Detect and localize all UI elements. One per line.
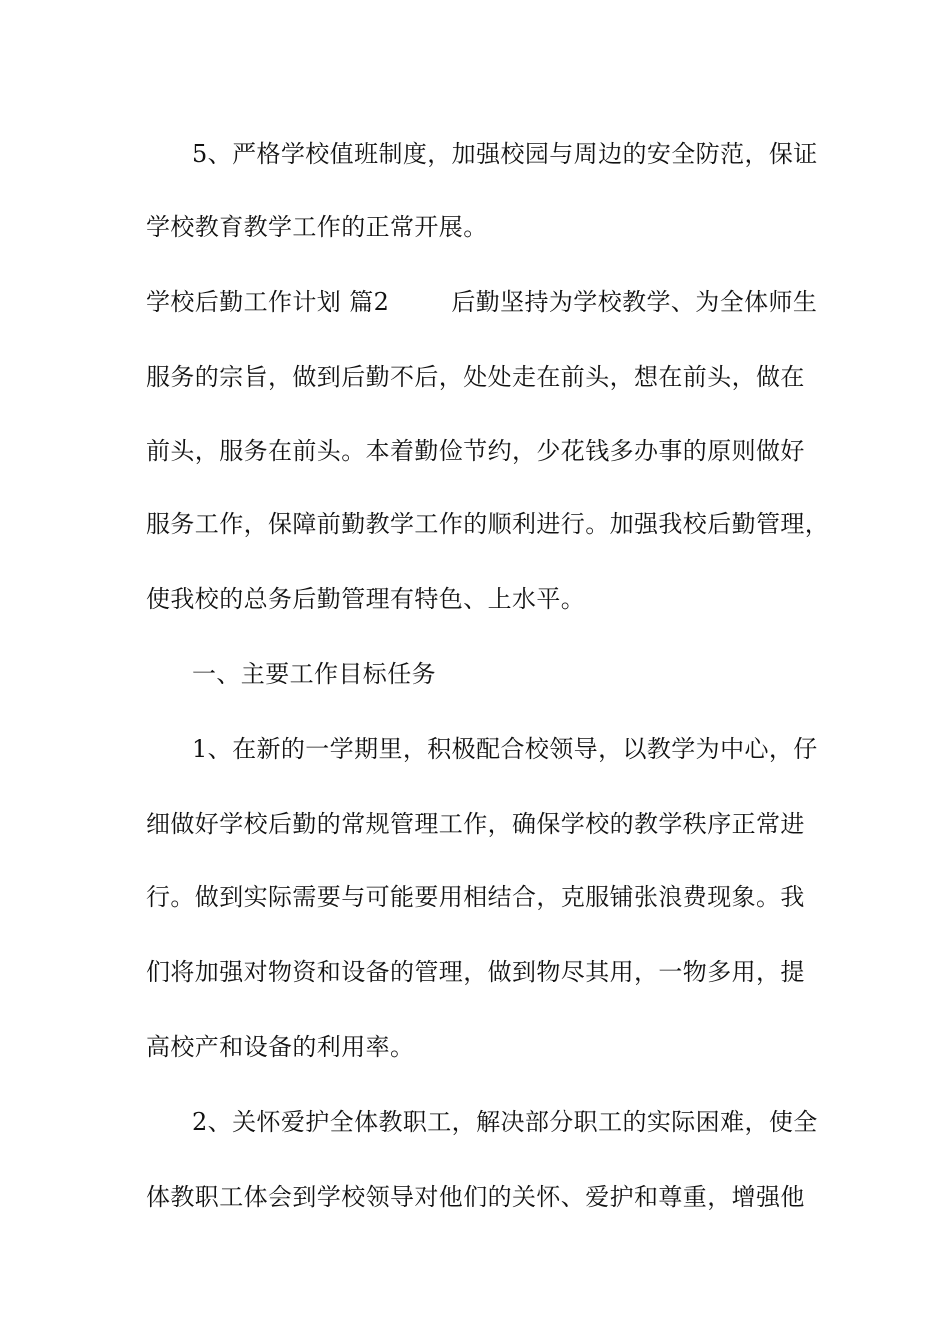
paragraph-line: 1、在新的一学期里，积极配合校领导，以教学为中心，仔 [192,735,818,763]
paragraph-line: 行。做到实际需要与可能要用相结合，克服铺张浪费现象。我 [146,883,805,911]
paragraph-line: 前头，服务在前头。本着勤俭节约，少花钱多办事的原则做好 [146,437,805,465]
paragraph-line: 高校产和设备的利用率。 [146,1033,415,1061]
subheading: 一、主要工作目标任务 [192,660,436,688]
paragraph-line: 体教职工体会到学校领导对他们的关怀、爱护和尊重，增强他 [146,1183,805,1211]
paragraph-line: 们将加强对物资和设备的管理，做到物尽其用，一物多用，提 [146,958,805,986]
paragraph-line: 2、关怀爱护全体教职工，解决部分职工的实际困难，使全 [192,1108,818,1136]
paragraph-line: 学校教育教学工作的正常开展。 [146,213,488,241]
section-heading: 学校后勤工作计划 篇2 [146,288,390,316]
paragraph-line: 细做好学校后勤的常规管理工作，确保学校的教学秩序正常进 [146,810,805,838]
paragraph-line: 服务工作，保障前勤教学工作的顺利进行。加强我校后勤管理， [146,510,830,538]
section-heading-line [146,287,817,317]
paragraph-line: 使我校的总务后勤管理有特色、上水平。 [146,585,586,613]
paragraph-line: 服务的宗旨，做到后勤不后，处处走在前头，想在前头，做在 [146,363,805,391]
paragraph-line: 5、严格学校值班制度，加强校园与周边的安全防范，保证 [192,140,818,168]
paragraph-text: 后勤坚持为学校教学、为全体师生 [451,288,818,316]
